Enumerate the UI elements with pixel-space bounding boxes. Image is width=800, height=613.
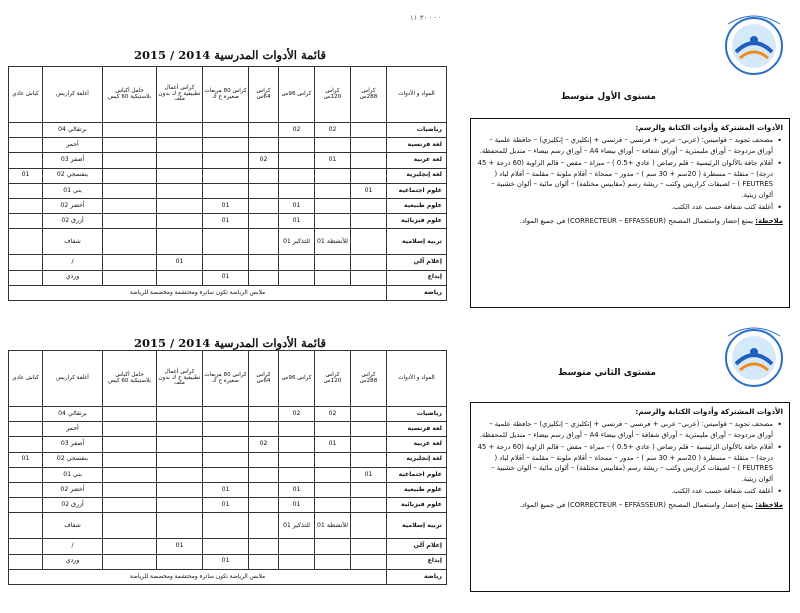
table-cell-holder [103, 539, 157, 554]
table-cell-c80 [203, 123, 249, 138]
table-cell-c96 [279, 168, 315, 183]
table-cell-clips [9, 554, 43, 569]
supplies-table [8, 66, 447, 301]
common-supplies-notes [470, 402, 790, 592]
table-cell-holder [103, 407, 157, 422]
table-cell-ctp [157, 452, 203, 467]
table-cell-c64 [249, 407, 279, 422]
table-cell-c120 [315, 452, 351, 467]
subject-cell: علوم طبيعية [387, 482, 447, 497]
table-cell-clips [9, 138, 43, 153]
table-cell-ctp [157, 467, 203, 482]
table-cell-c64 [249, 255, 279, 270]
subject-cell: إعلام آلي [387, 539, 447, 554]
table-row [9, 422, 447, 437]
table-cell-covers: وردي [43, 270, 103, 285]
table-cell-clips [9, 513, 43, 539]
table-cell-covers: 02 أخضر [43, 482, 103, 497]
table-cell-clips [9, 214, 43, 229]
table-cell-c64 [249, 270, 279, 285]
table-cell-c288 [351, 198, 387, 213]
table-cell-c96 [279, 437, 315, 452]
subject-cell: علوم فيزيائية [387, 214, 447, 229]
table-cell-c80: 01 [203, 214, 249, 229]
table-cell-c96: 01 [279, 498, 315, 513]
table-cell-ctp [157, 554, 203, 569]
table-cell-c64 [249, 482, 279, 497]
header-cell: كراس أعمال تطبيقية ح ك بدون ملف [157, 67, 203, 123]
note-line [477, 500, 783, 511]
table-cell-c120 [315, 198, 351, 213]
table-cell-holder [103, 214, 157, 229]
table-cell-covers: 02 بنفسجي [43, 168, 103, 183]
table-cell-ctp [157, 214, 203, 229]
table-cell-c120: 01 [315, 437, 351, 452]
subject-cell: علوم فيزيائية [387, 498, 447, 513]
table-cell-c288 [351, 123, 387, 138]
table-cell-covers: وردي [43, 554, 103, 569]
table-body [9, 123, 447, 286]
header-cell: كراس 120س [315, 351, 351, 407]
table-cell-c120 [315, 467, 351, 482]
table-cell-ctp [157, 168, 203, 183]
table-cell-ctp [157, 198, 203, 213]
table-cell-holder [103, 452, 157, 467]
supply-list-block-2 [0, 306, 800, 613]
table-cell-covers: 01 بني [43, 183, 103, 198]
table-cell-holder [103, 498, 157, 513]
notes-list [477, 419, 783, 497]
table-cell-c96: 02 [279, 407, 315, 422]
school-logo-icon [716, 6, 792, 82]
header-cell: كراس 80 مربعات صغيرة ح ك [203, 351, 249, 407]
table-cell-c288 [351, 554, 387, 569]
table-cell-clips [9, 229, 43, 255]
table-cell-covers: 02 بنفسجي [43, 452, 103, 467]
table-cell-ctp [157, 138, 203, 153]
table-cell-covers: 03 أصفر [43, 437, 103, 452]
table-cell-holder [103, 168, 157, 183]
table-cell-c120 [315, 498, 351, 513]
table-cell-holder [103, 422, 157, 437]
table-cell-c80 [203, 452, 249, 467]
table-cell-clips [9, 407, 43, 422]
table-row [9, 198, 447, 213]
sport-text: ملابس الرياضة تكون ساترة ومحتشمة ومخصصة للرياضة [9, 285, 387, 300]
table-cell-covers: 02 أزرق [43, 214, 103, 229]
subject-cell: إبداع [387, 554, 447, 569]
table-cell-c288 [351, 153, 387, 168]
header-cell: حامل أكياس بلاستيكية 60 كيس [103, 351, 157, 407]
sport-label: رياضة [387, 569, 447, 584]
table-cell-ctp: 01 [157, 255, 203, 270]
table-cell-c80: 01 [203, 482, 249, 497]
table-cell-ctp [157, 270, 203, 285]
table-cell-holder [103, 229, 157, 255]
table-cell-c120: 02 [315, 123, 351, 138]
supply-list-block-1 [0, 0, 800, 306]
table-cell-c80 [203, 138, 249, 153]
table-cell-c120 [315, 255, 351, 270]
note-text: يمنع إحضار واستعمال المصحح (CORRECTEUR – EFFASSEUR) في جميع المواد. [519, 217, 754, 226]
subject-cell: علوم اجتماعية [387, 183, 447, 198]
table-row [9, 229, 447, 255]
subject-cell: لغة فرنسية [387, 422, 447, 437]
subject-cell: علوم اجتماعية [387, 467, 447, 482]
table-cell-c64 [249, 452, 279, 467]
subject-cell: إعلام آلي [387, 255, 447, 270]
table-cell-c80 [203, 168, 249, 183]
table-cell-c288 [351, 270, 387, 285]
table-cell-c288 [351, 214, 387, 229]
header-cell: المواد و الأدوات [387, 351, 447, 407]
sport-label: رياضة [387, 285, 447, 300]
table-row [9, 214, 447, 229]
header-cell: كراس 120س [315, 67, 351, 123]
table-cell-ctp [157, 153, 203, 168]
table-cell-c64 [249, 183, 279, 198]
table-cell-clips [9, 183, 43, 198]
header-cell: أغلفة كراريس [43, 351, 103, 407]
table-cell-c96: 02 [279, 123, 315, 138]
table-row [9, 437, 447, 452]
table-cell-c96: 01 [279, 482, 315, 497]
table-cell-ctp [157, 407, 203, 422]
table-cell-clips [9, 270, 43, 285]
table-cell-c64: 02 [249, 437, 279, 452]
table-cell-c288 [351, 452, 387, 467]
table-cell-holder [103, 153, 157, 168]
header-cell: كباش عادي [9, 351, 43, 407]
table-row [9, 554, 447, 569]
table-header-row [9, 351, 447, 407]
table-cell-c96: 01 [279, 214, 315, 229]
subject-cell: لغة إنجليزية [387, 168, 447, 183]
notes-heading: الأدوات المشتركة وأدوات الكتابة والرسم: [635, 123, 783, 132]
table-cell-c288 [351, 407, 387, 422]
table-cell-covers: شفاف [43, 513, 103, 539]
school-logo [716, 6, 792, 82]
table-cell-covers: / [43, 539, 103, 554]
subject-cell: تربية إسلامية [387, 229, 447, 255]
subject-cell: تربية إسلامية [387, 513, 447, 539]
table-cell-ctp [157, 183, 203, 198]
table-cell-c120 [315, 270, 351, 285]
table-cell-c64 [249, 467, 279, 482]
header-cell: كراس 96س [279, 351, 315, 407]
table-cell-holder [103, 482, 157, 497]
table-cell-c120 [315, 422, 351, 437]
table-cell-c96: 01 للتذكير [279, 513, 315, 539]
header-cell: المواد و الأدوات [387, 67, 447, 123]
notes-item: • أقلام جافة بالألوان الرئيسية – قلم رصاص ( عادي +0.5 ) – مبراة – مقص – قالم الزاوية (60 درجة + 45 درجة) – منقلة – مسطرة ( 20سم + 30 سم ) – مدور – ممحاة – أقلام ملونة – مقلمة – أقلام لباد ( FEUTRES ) – لصيقات كراريس وكتب – ريشة رسم (مقاييس مختلفة) – ألوان مائية – ألوان خشبية – ألوان زيتية. [477, 442, 773, 484]
table-cell-c64 [249, 229, 279, 255]
table-cell-clips [9, 467, 43, 482]
notes-heading: الأدوات المشتركة وأدوات الكتابة والرسم: [635, 407, 783, 416]
table-row [9, 123, 447, 138]
table-cell-c64 [249, 214, 279, 229]
table-cell-c96 [279, 467, 315, 482]
table-cell-c288 [351, 513, 387, 539]
top-text: ٣٠ ١١ · · · [410, 14, 441, 22]
header-cell: كباش عادي [9, 67, 43, 123]
table-cell-c120: 01 [315, 153, 351, 168]
table-cell-c80: 01 [203, 498, 249, 513]
table-cell-holder [103, 270, 157, 285]
table-cell-c64 [249, 554, 279, 569]
table-cell-c80 [203, 422, 249, 437]
table-cell-clips [9, 153, 43, 168]
table-cell-c80: 01 [203, 554, 249, 569]
sport-text: ملابس الرياضة تكون ساترة ومحتشمة ومخصصة للرياضة [9, 569, 387, 584]
table-cell-c64 [249, 539, 279, 554]
subject-cell: لغة إنجليزية [387, 452, 447, 467]
header-cell: كراس 288س [351, 67, 387, 123]
table-cell-ctp [157, 482, 203, 497]
notes-item: • مصحف تجويد – قواميس: (عربي– عربي + فرنسي – فرنسي + إنكليزي – إنكليزي) – حافظة علمية – أوراق مزدوجة – أوراق مليمترية – أوراق شفافة – أوراق بيضاء A4 – أوراق رسم بيضاء – منديل للمحفظة. [477, 135, 773, 156]
table-cell-c96: 01 للتذكير [279, 229, 315, 255]
list-title: قائمة الأدوات المدرسية 2014 / 2015 [134, 48, 326, 62]
table-cell-c64 [249, 422, 279, 437]
table-row [9, 513, 447, 539]
table-cell-ctp [157, 513, 203, 539]
table-cell-holder [103, 437, 157, 452]
table-cell-clips [9, 482, 43, 497]
table-cell-c120 [315, 183, 351, 198]
note-line [477, 216, 783, 227]
note-label: ملاحظة: [755, 217, 783, 226]
table-cell-c120: 01 للأنشطة [315, 229, 351, 255]
table-cell-c80 [203, 255, 249, 270]
school-logo-icon [716, 318, 792, 394]
table-cell-c64 [249, 168, 279, 183]
table-cell-c288 [351, 255, 387, 270]
note-label: ملاحظة: [755, 501, 783, 510]
header-cell: أغلفة كراريس [43, 67, 103, 123]
table-cell-c64 [249, 198, 279, 213]
table-cell-holder [103, 554, 157, 569]
level-label: مستوى الثاني متوسط [558, 368, 656, 378]
table-cell-c96 [279, 153, 315, 168]
table-cell-holder [103, 198, 157, 213]
table-cell-c288 [351, 138, 387, 153]
table-cell-holder [103, 467, 157, 482]
table-cell-clips [9, 123, 43, 138]
table-cell-c288 [351, 498, 387, 513]
table-cell-c80: 01 [203, 198, 249, 213]
header-cell: كراس أعمال تطبيقية ح ك بدون ملف [157, 351, 203, 407]
supplies-table [8, 350, 447, 585]
table-cell-c288: 01 [351, 467, 387, 482]
table-cell-c64 [249, 138, 279, 153]
table-cell-clips: 01 [9, 168, 43, 183]
header-cell: كراس 80 مربعات صغيرة ح ك [203, 67, 249, 123]
table-cell-c80 [203, 407, 249, 422]
table-row [9, 482, 447, 497]
notes-item: • أقلام جافة بالألوان الرئيسية – قلم رصاص ( عادي +0.5 ) – مبراة – مقص – قالم الزاوية (60 درجة + 45 درجة) – منقلة – مسطرة ( 20سم + 30 سم ) – مدور – ممحاة – أقلام ملونة – مقلمة – أقلام لباد ( FEUTRES ) – لصيقات كراريس وكتب – ريشة رسم (مقاييس مختلفة) – ألوان مائية – ألوان خشبية – ألوان زيتية. [477, 158, 773, 200]
table-cell-c96 [279, 183, 315, 198]
table-header-row [9, 67, 447, 123]
table-cell-c80 [203, 467, 249, 482]
table-cell-clips [9, 437, 43, 452]
table-row [9, 138, 447, 153]
table-cell-c288 [351, 539, 387, 554]
table-cell-c96 [279, 554, 315, 569]
table-cell-ctp [157, 437, 203, 452]
table-cell-c120 [315, 138, 351, 153]
table-cell-ctp [157, 422, 203, 437]
table-row [9, 452, 447, 467]
table-body [9, 407, 447, 570]
school-logo [716, 318, 792, 394]
table-cell-ctp: 01 [157, 539, 203, 554]
table-cell-clips [9, 498, 43, 513]
table-cell-c288 [351, 229, 387, 255]
table-row [9, 270, 447, 285]
subject-cell: لغة فرنسية [387, 138, 447, 153]
table-cell-clips [9, 198, 43, 213]
table-cell-covers: 04 برتقالي [43, 123, 103, 138]
table-cell-c80 [203, 539, 249, 554]
notes-item: • أغلفة كتب شفافة حسب عدد الكتب. [477, 486, 773, 497]
table-cell-ctp [157, 123, 203, 138]
table-cell-c96 [279, 539, 315, 554]
table-cell-covers: 01 بني [43, 467, 103, 482]
table-cell-c120 [315, 214, 351, 229]
header-cell: كراس 64س [249, 67, 279, 123]
table-row [9, 407, 447, 422]
table-cell-clips [9, 255, 43, 270]
common-supplies-notes [470, 118, 790, 308]
table-cell-holder [103, 183, 157, 198]
table-cell-covers: 03 أصفر [43, 153, 103, 168]
level-label: مستوى الأول متوسط [560, 92, 656, 102]
notes-item: • مصحف تجويد – قواميس: (عربي– عربي + فرنسي – فرنسي + إنكليزي – إنكليزي) – حافظة علمية – أوراق مزدوجة – أوراق مليمترية – أوراق شفافة – أوراق بيضاء A4 – أوراق رسم بيضاء – منديل للمحفظة. [477, 419, 773, 440]
table-cell-clips [9, 422, 43, 437]
notes-item: • أغلفة كتب شفافة حسب عدد الكتب. [477, 202, 773, 213]
table-cell-c80 [203, 229, 249, 255]
table-cell-c80 [203, 513, 249, 539]
table-cell-c96 [279, 270, 315, 285]
table-cell-holder [103, 138, 157, 153]
table-cell-c120 [315, 539, 351, 554]
table-row [9, 539, 447, 554]
table-cell-c80 [203, 437, 249, 452]
table-cell-c288 [351, 437, 387, 452]
table-row [9, 183, 447, 198]
header-cell: كراس 288س [351, 351, 387, 407]
table-cell-c80 [203, 153, 249, 168]
table-cell-c120 [315, 554, 351, 569]
table-cell-holder [103, 513, 157, 539]
table-cell-c120 [315, 168, 351, 183]
table-cell-covers: 04 برتقالي [43, 407, 103, 422]
subject-cell: رياضيات [387, 407, 447, 422]
table-row [9, 498, 447, 513]
table-cell-ctp [157, 498, 203, 513]
table-cell-c120: 01 للأنشطة [315, 513, 351, 539]
table-cell-clips: 01 [9, 452, 43, 467]
header-cell: حامل أكياس بلاستيكية 60 كيس [103, 67, 157, 123]
list-title: قائمة الأدوات المدرسية 2014 / 2015 [134, 336, 326, 350]
table-cell-c120: 02 [315, 407, 351, 422]
table-cell-c288 [351, 422, 387, 437]
table-cell-covers: / [43, 255, 103, 270]
note-text: يمنع إحضار واستعمال المصحح (CORRECTEUR – EFFASSEUR) في جميع المواد. [519, 501, 754, 510]
table-cell-c64: 02 [249, 153, 279, 168]
table-cell-covers: أحمر [43, 138, 103, 153]
table-cell-covers: 02 أخضر [43, 198, 103, 213]
table-row [9, 467, 447, 482]
subject-cell: لغة عربية [387, 437, 447, 452]
header-cell: كراس 96س [279, 67, 315, 123]
table-row [9, 153, 447, 168]
table-cell-c120 [315, 482, 351, 497]
table-cell-c96: 01 [279, 198, 315, 213]
subject-cell: لغة عربية [387, 153, 447, 168]
table-cell-c288 [351, 168, 387, 183]
table-cell-c288: 01 [351, 183, 387, 198]
table-cell-holder [103, 255, 157, 270]
table-cell-c80: 01 [203, 270, 249, 285]
table-row [9, 168, 447, 183]
header-cell: كراس 64س [249, 351, 279, 407]
table-cell-c96 [279, 255, 315, 270]
table-cell-c64 [249, 513, 279, 539]
table-cell-c96 [279, 138, 315, 153]
table-cell-c288 [351, 482, 387, 497]
table-cell-covers: 02 أزرق [43, 498, 103, 513]
table-cell-covers: شفاف [43, 229, 103, 255]
table-cell-c64 [249, 498, 279, 513]
subject-cell: رياضيات [387, 123, 447, 138]
sport-row [9, 569, 447, 584]
table-cell-c96 [279, 452, 315, 467]
subject-cell: إبداع [387, 270, 447, 285]
table-cell-c80 [203, 183, 249, 198]
table-cell-covers: أحمر [43, 422, 103, 437]
table-cell-clips [9, 539, 43, 554]
subject-cell: علوم طبيعية [387, 198, 447, 213]
table-cell-c96 [279, 422, 315, 437]
table-cell-holder [103, 123, 157, 138]
notes-list [477, 135, 783, 213]
sport-row [9, 285, 447, 300]
table-row [9, 255, 447, 270]
table-cell-ctp [157, 229, 203, 255]
table-cell-c64 [249, 123, 279, 138]
